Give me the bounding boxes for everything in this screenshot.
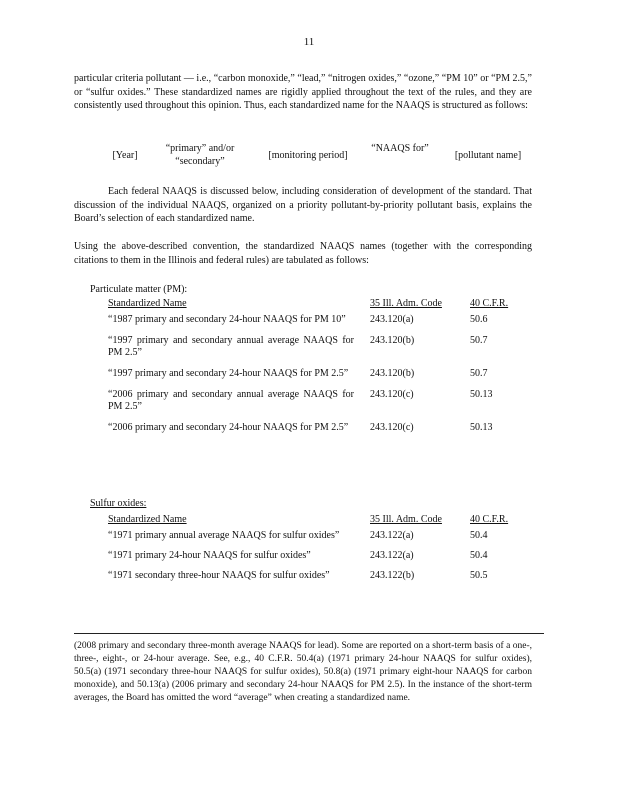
table-row	[108, 570, 520, 582]
footnote-divider	[74, 633, 544, 634]
cfr-cell: 50.6	[470, 314, 488, 325]
paragraph-discussion: Each federal NAAQS is discussed below, including consideration of development of the standard. That discussion of the individual NAAQS, organized on a priority pollutant-by-priority pollutant basis, explains the Board’s selection of each standardized name.	[74, 186, 532, 224]
table-row	[108, 422, 520, 434]
standardized-name-cell: “1971 primary annual average NAAQS for sulfur oxides”	[108, 530, 340, 541]
cfr-cell: 50.4	[470, 530, 488, 541]
standardized-name-cell: “1971 primary 24-hour NAAQS for sulfur oxides”	[108, 550, 311, 561]
name-structure-formula	[110, 140, 530, 172]
section-label-sulfur-oxides: Sulfur oxides:	[90, 498, 147, 509]
sulfur-oxides-table	[108, 514, 520, 590]
ill-adm-code-cell: 243.122(a)	[370, 530, 414, 541]
header-standardized-name: Standardized Name	[108, 298, 187, 309]
cfr-cell: 50.5	[470, 570, 488, 581]
formula-year: [Year]	[112, 150, 138, 161]
ill-adm-code-cell: 243.120(b)	[370, 368, 415, 379]
table-header	[108, 514, 520, 530]
cfr-cell: 50.4	[470, 550, 488, 561]
standardized-name-cell: “2006 primary and secondary annual average NAAQS for PM 2.5”	[108, 389, 354, 412]
standardized-name-cell: “2006 primary and secondary 24-hour NAAQS for PM 2.5”	[108, 422, 349, 433]
table-row	[108, 550, 520, 562]
table-row	[108, 335, 520, 359]
table-header	[108, 298, 520, 314]
standardized-name-cell: “1987 primary and secondary 24-hour NAAQS for PM 10”	[108, 314, 346, 325]
header-cfr: 40 C.F.R.	[470, 514, 509, 525]
ill-adm-code-cell: 243.122(a)	[370, 550, 414, 561]
formula-pollutant-name: [pollutant name]	[454, 150, 522, 161]
ill-adm-code-cell: 243.120(b)	[370, 335, 415, 346]
paragraph-tabulation: Using the above-described convention, the standardized NAAQS names (together with the corresponding citations to them in the Illinois and federal rules) are tabulated as follows:	[74, 241, 532, 266]
header-ill-adm-code: 35 Ill. Adm. Code	[370, 514, 442, 525]
formula-primary-secondary: “primary” and/or “secondary”	[165, 143, 235, 167]
table-row	[108, 314, 520, 326]
section-label-particulate-matter: Particulate matter (PM):	[90, 284, 188, 295]
standardized-name-cell: “1997 primary and secondary annual average NAAQS for PM 2.5”	[108, 335, 354, 358]
formula-naaqs-for: “NAAQS for”	[371, 143, 429, 154]
table-row	[108, 368, 520, 380]
ill-adm-code-cell: 243.122(b)	[370, 570, 415, 581]
ill-adm-code-cell: 243.120(a)	[370, 314, 414, 325]
footnote-text: (2008 primary and secondary three-month average NAAQS for lead). Some are reported on a short-term basis of a one-, three-, eight-, or 24-hour average. See, e.g., 40 C.F.R. 50.4(a) (1971 primary 24-hour NAAQS for sulfur oxides), 50.5(a) (1971 secondary three-hour NAAQS for sulfur oxides), 50.8(a) (1971 primary eight-hour NAAQS for carbon monoxide), and 50.13(a) (2006 primary and secondary 24-hour NAAQS for PM 2.5). In the instance of the short-term averages, the Board has omitted the word “average” when creating a standardized name.	[74, 641, 532, 703]
header-standardized-name: Standardized Name	[108, 514, 187, 525]
paragraph-standardized-names: particular criteria pollutant — i.e., “carbon monoxide,” “lead,” “nitrogen oxides,” “ozone,” “PM 10” or “PM 2.5,” or “sulfur oxides.” These standardized names are rigidly applied throughout the text of the rules, and they are consistently used throughout this opinion. Thus, each standardized name for the NAAQS is structured as follows:	[74, 73, 532, 111]
standardized-name-cell: “1997 primary and secondary 24-hour NAAQS for PM 2.5”	[108, 368, 349, 379]
formula-monitoring-period: [monitoring period]	[268, 150, 348, 161]
standardized-name-cell: “1971 secondary three-hour NAAQS for sulfur oxides”	[108, 570, 330, 581]
particulate-matter-table	[108, 298, 520, 443]
table-row	[108, 530, 520, 542]
cfr-cell: 50.7	[470, 368, 488, 379]
cfr-cell: 50.7	[470, 335, 488, 346]
page-number: 11	[303, 36, 315, 48]
ill-adm-code-cell: 243.120(c)	[370, 422, 414, 433]
header-cfr: 40 C.F.R.	[470, 298, 509, 309]
table-row	[108, 389, 520, 413]
cfr-cell: 50.13	[470, 389, 493, 400]
cfr-cell: 50.13	[470, 422, 493, 433]
ill-adm-code-cell: 243.120(c)	[370, 389, 414, 400]
header-ill-adm-code: 35 Ill. Adm. Code	[370, 298, 442, 309]
